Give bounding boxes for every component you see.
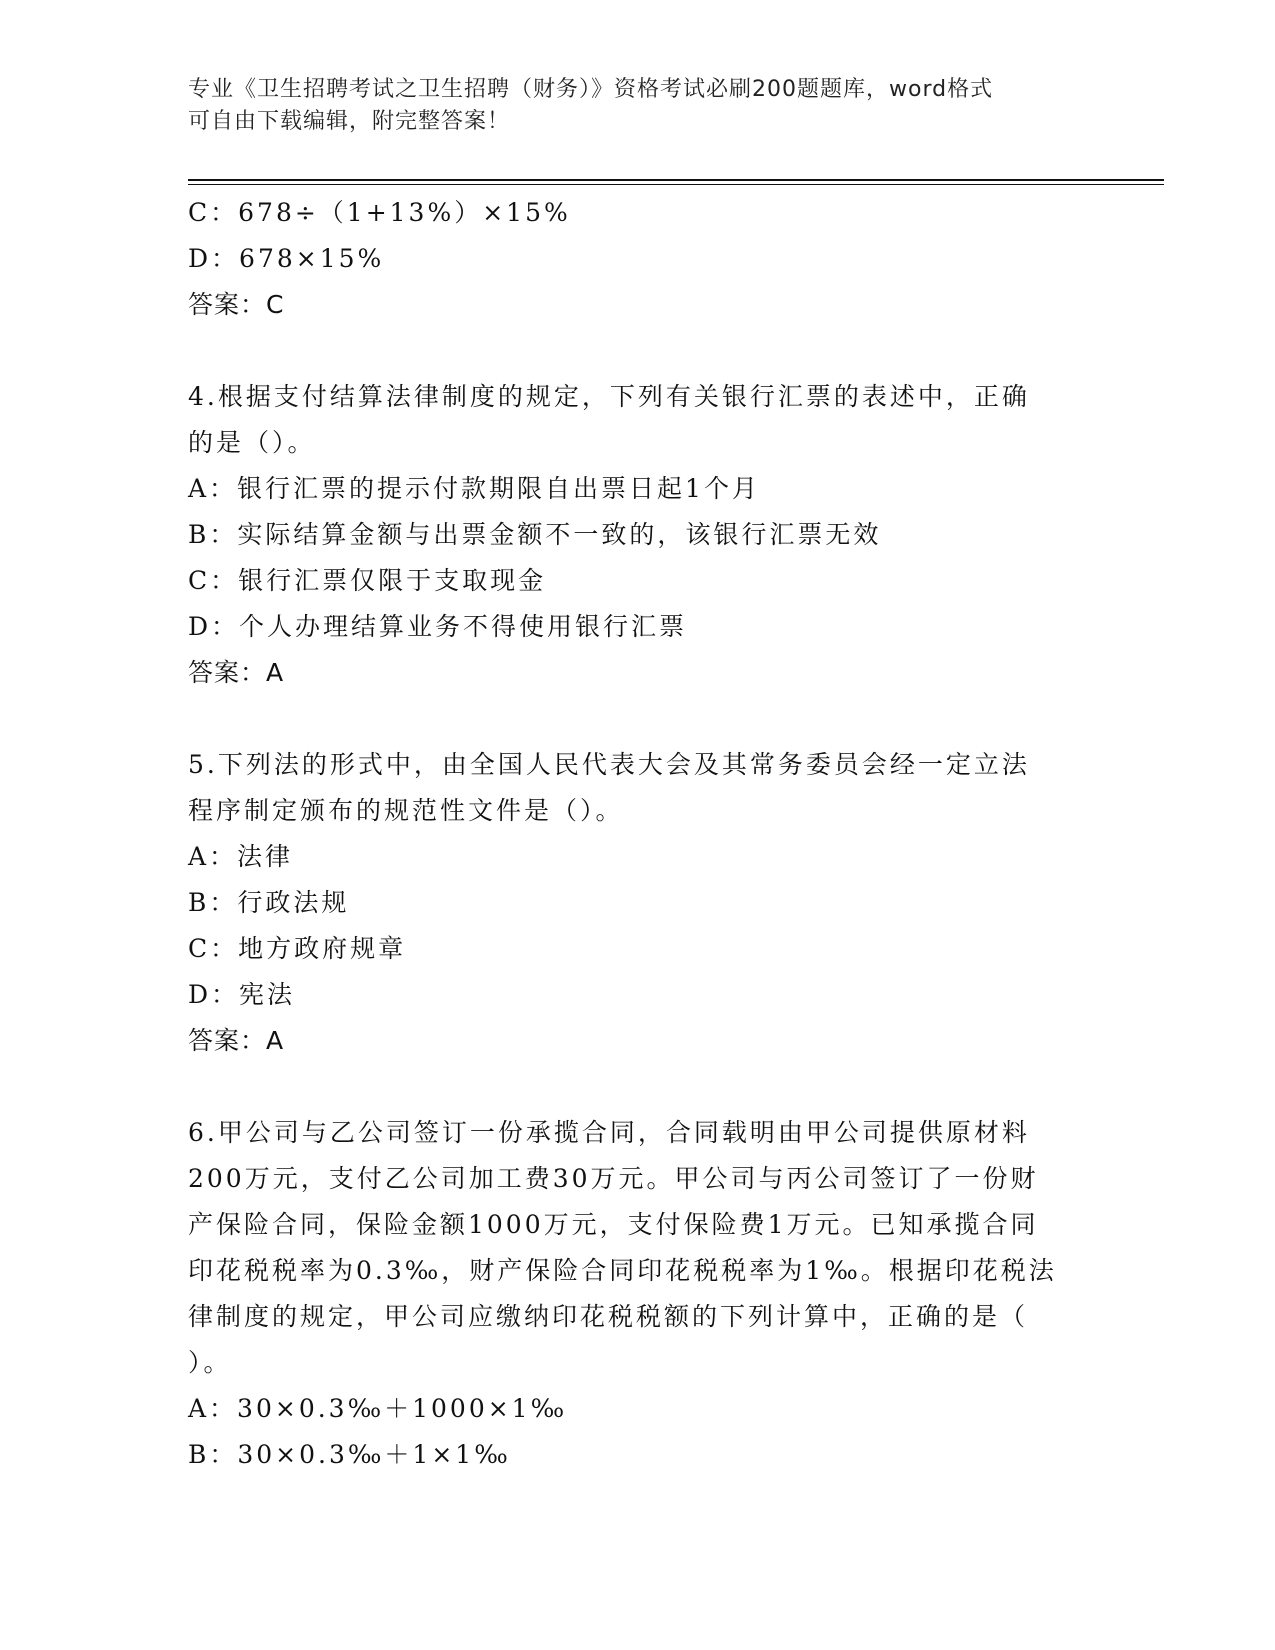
- answer-line: 答案：A: [188, 1026, 285, 1055]
- option-c: C：678÷（1+13%）×15%: [188, 198, 571, 227]
- question-stem-line: 印花税税率为0.3‰，财产保险合同印花税税率为1‰。根据印花税法: [188, 1256, 1057, 1285]
- option-b: B：30×0.3‰＋1×1‰: [188, 1440, 511, 1469]
- document-body: [188, 190, 1088, 1478]
- page-header: [188, 74, 1068, 138]
- question-6: [188, 1110, 1088, 1478]
- option-d: D：宪法: [188, 980, 296, 1009]
- question-stem-line: 6.甲公司与乙公司签订一份承揽合同，合同载明由甲公司提供原材料: [188, 1118, 1030, 1147]
- header-line-2: 可自由下载编辑，附完整答案！: [188, 109, 511, 134]
- option-b: B：行政法规: [188, 888, 350, 917]
- option-d: D：个人办理结算业务不得使用银行汇票: [188, 612, 688, 641]
- question-stem-line: 200万元，支付乙公司加工费30万元。甲公司与丙公司签订了一份财: [188, 1164, 1039, 1193]
- question-4: [188, 374, 1088, 696]
- question-stem-line: 律制度的规定，甲公司应缴纳印花税税额的下列计算中，正确的是（: [188, 1302, 1029, 1331]
- header-line-1: 专业《卫生招聘考试之卫生招聘（财务）》资格考试必刷200题题库，word格式: [188, 77, 994, 102]
- spacer: [188, 328, 1088, 374]
- spacer: [188, 1064, 1088, 1110]
- option-c: C：地方政府规章: [188, 934, 407, 963]
- question-stem-line: 4.根据支付结算法律制度的规定，下列有关银行汇票的表述中，正确: [188, 382, 1030, 411]
- question-stem-line: 的是（）。: [188, 428, 316, 457]
- option-d: D：678×15%: [188, 244, 385, 273]
- question-5: [188, 742, 1088, 1064]
- question-3: [188, 190, 1088, 328]
- option-a: A：30×0.3‰＋1000×1‰: [188, 1394, 568, 1423]
- question-stem-line: 产保险合同，保险金额1000万元，支付保险费1万元。已知承揽合同: [188, 1210, 1039, 1239]
- option-b: B：实际结算金额与出票金额不一致的，该银行汇票无效: [188, 520, 882, 549]
- header-divider-thick: [188, 179, 1164, 181]
- header-divider-thin: [188, 184, 1164, 185]
- option-a: A：银行汇票的提示付款期限自出票日起1个月: [188, 474, 760, 503]
- answer-line: 答案：A: [188, 658, 285, 687]
- question-stem-line: 程序制定颁布的规范性文件是（）。: [188, 796, 624, 825]
- question-stem-line: ）。: [188, 1348, 232, 1377]
- option-c: C：银行汇票仅限于支取现金: [188, 566, 547, 595]
- answer-line: 答案：C: [188, 290, 285, 319]
- spacer: [188, 696, 1088, 742]
- option-a: A：法律: [188, 842, 294, 871]
- question-stem-line: 5.下列法的形式中，由全国人民代表大会及其常务委员会经一定立法: [188, 750, 1030, 779]
